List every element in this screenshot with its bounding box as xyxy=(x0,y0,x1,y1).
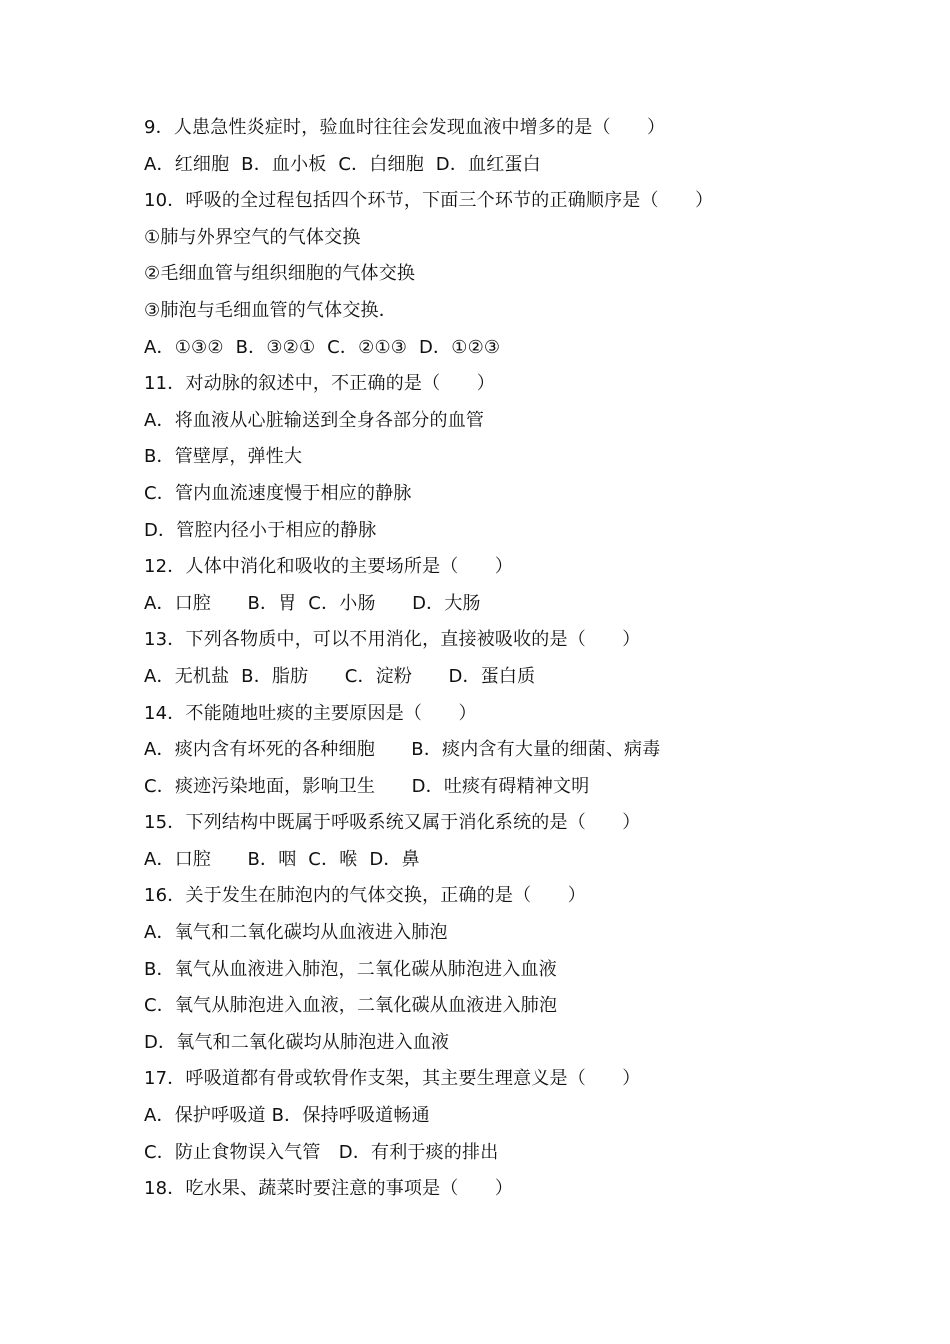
question-13-options: A．无机盐 B．脂肪 C．淀粉 D．蛋白质 xyxy=(144,665,536,687)
question-10-item-1: ①肺与外界空气的气体交换 xyxy=(144,226,361,248)
question-16-option-b: B．氧气从血液进入肺泡，二氧化碳从肺泡进入血液 xyxy=(144,958,557,980)
question-9-stem: 9．人患急性炎症时，验血时往往会发现血液中增多的是（ ） xyxy=(144,117,666,138)
question-16-option-a: A．氧气和二氧化碳均从血液进入肺泡 xyxy=(144,922,448,944)
question-10-options: A．①③② B．③②① C．②①③ D．①②③ xyxy=(144,336,501,358)
question-14-stem: 14．不能随地吐痰的主要原因是（ ） xyxy=(144,702,477,724)
question-17-stem: 17．呼吸道都有骨或软骨作支架，其主要生理意义是（ ） xyxy=(144,1068,641,1090)
question-list xyxy=(144,110,864,1208)
question-11-option-a: A．将血液从心脏输送到全身各部分的血管 xyxy=(144,409,485,431)
question-14-options-ab: A．痰内含有坏死的各种细胞 B．痰内含有大量的细菌、病毒 xyxy=(144,739,661,761)
question-12-options: A．口腔 B．胃 C．小肠 D．大肠 xyxy=(144,592,481,614)
question-9-options: A．红细胞 B．血小板 C．白细胞 D．血红蛋白 xyxy=(144,153,541,175)
question-16-stem: 16．关于发生在肺泡内的气体交换，正确的是（ ） xyxy=(144,885,586,907)
question-12-stem: 12．人体中消化和吸收的主要场所是（ ） xyxy=(144,556,514,578)
question-17-options-ab: A．保护呼吸道 B．保持呼吸道畅通 xyxy=(144,1105,430,1127)
question-11-option-c: C．管内血流速度慢于相应的静脉 xyxy=(144,482,412,504)
question-10-stem: 10．呼吸的全过程包括四个环节，下面三个环节的正确顺序是（ ） xyxy=(144,190,714,212)
question-16-option-c: C．氧气从肺泡进入血液，二氧化碳从血液进入肺泡 xyxy=(144,995,558,1017)
question-13-stem: 13．下列各物质中，可以不用消化，直接被吸收的是（ ） xyxy=(144,629,641,651)
question-15-stem: 15．下列结构中既属于呼吸系统又属于消化系统的是（ ） xyxy=(144,812,641,834)
question-18-stem: 18．吃水果、蔬菜时要注意的事项是（ ） xyxy=(144,1178,514,1200)
question-11-option-d: D．管腔内径小于相应的静脉 xyxy=(144,519,377,541)
question-11-stem: 11．对动脉的叙述中，不正确的是（ ） xyxy=(144,373,495,395)
question-16-option-d: D．氧气和二氧化碳均从肺泡进入血液 xyxy=(144,1031,450,1053)
question-10-item-3: ③肺泡与毛细血管的气体交换． xyxy=(144,299,397,321)
question-17-options-cd: C．防止食物误入气管 D．有利于痰的排出 xyxy=(144,1141,499,1163)
question-14-options-cd: C．痰迹污染地面，影响卫生 D．吐痰有碍精神文明 xyxy=(144,775,590,797)
question-15-options: A．口腔 B．咽 C．喉 D．鼻 xyxy=(144,848,420,870)
question-10-item-2: ②毛细血管与组织细胞的气体交换 xyxy=(144,263,416,285)
question-11-option-b: B．管壁厚，弹性大 xyxy=(144,446,303,468)
